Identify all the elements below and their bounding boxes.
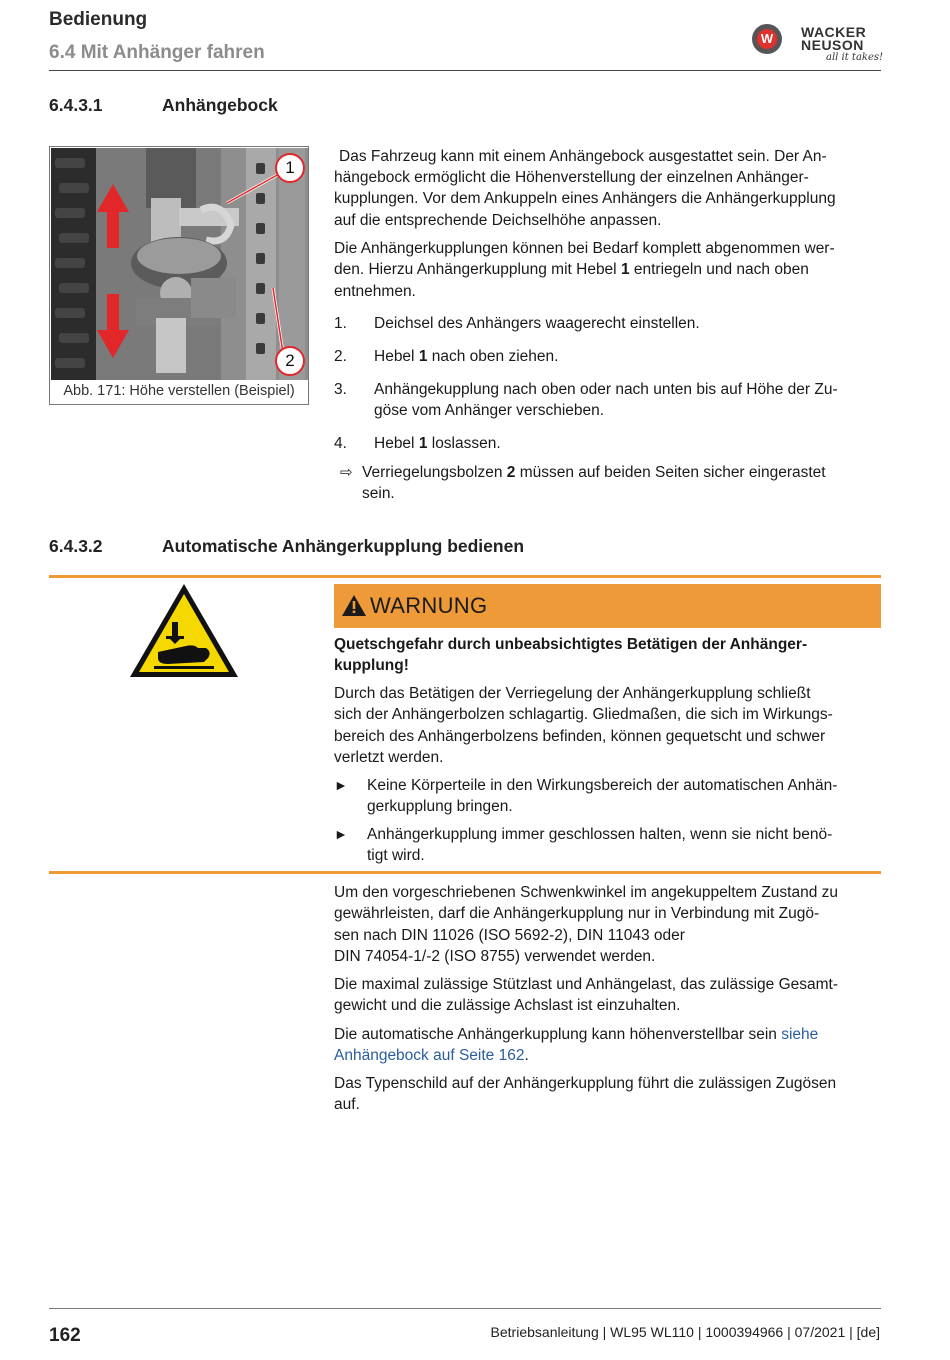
- section-title: 6.4 Mit Anhänger fahren: [49, 42, 265, 63]
- logo-emblem-icon: W: [752, 24, 782, 54]
- cross-reference-link-part1[interactable]: siehe: [781, 1026, 819, 1043]
- step-3-number: 3.: [334, 381, 347, 398]
- bullet-2-line1: Anhängerkupplung immer geschlossen halten, wenn sie nicht benö-: [367, 826, 833, 843]
- result-arrow-icon: ⇨: [340, 464, 353, 481]
- cross-reference-link-part2[interactable]: Anhängebock auf Seite 162: [334, 1047, 525, 1064]
- step-3-text-line2: göse vom Anhänger verschieben.: [374, 402, 605, 419]
- section2-heading: Automatische Anhängerkupplung bedienen: [162, 536, 525, 556]
- chapter-title: Bedienung: [49, 9, 148, 30]
- logo-tagline: all it takes!: [826, 52, 884, 63]
- coupling-spec-line1: Um den vorgeschriebenen Schwenkwinkel im angekuppeltem Zustand zu: [334, 884, 839, 901]
- callout-1: 1: [275, 153, 305, 183]
- intro-line-4: auf die entsprechende Deichselhöhe anpassen.: [334, 212, 662, 229]
- type-plate-line2: auf.: [334, 1096, 360, 1113]
- removal-line-3: entnehmen.: [334, 283, 416, 300]
- warning-text-line3: bereich des Anhängerbolzens befinden, können gequetscht und schwer: [334, 728, 826, 745]
- bullet-2-line2: tigt wird.: [367, 847, 425, 864]
- footer-divider: [49, 1308, 881, 1309]
- step-2-number: 2.: [334, 348, 347, 365]
- callout-2: 2: [275, 346, 305, 376]
- figure-hitch-adjustment: [49, 146, 309, 405]
- logo-text-line2: NEUSON: [801, 37, 864, 53]
- step-3-text-line1: Anhängekupplung nach oben oder nach unten bis auf Höhe der Zu-: [374, 381, 838, 398]
- step-2-text: Hebel 1 nach oben ziehen.: [374, 348, 559, 365]
- intro-line-3: kupplungen. Vor dem Ankuppeln eines Anhängers die Anhängerkupplung: [334, 190, 836, 207]
- intro-line-1: Das Fahrzeug kann mit einem Anhängebock ausgestattet sein. Der An-: [339, 148, 827, 165]
- warning-triangle-icon: [342, 595, 366, 616]
- hitch-photo: [51, 148, 308, 380]
- logo-text-line1: WACKER: [801, 24, 867, 40]
- warning-headline-line2: kupplung!: [334, 657, 409, 674]
- section2-number: 6.4.3.2: [49, 536, 103, 556]
- step-4-text: Hebel 1 loslassen.: [374, 435, 501, 452]
- coupling-spec-line4: DIN 74054-1/-2 (ISO 8755) verwendet werden.: [334, 948, 656, 965]
- warning-label: WARNUNG: [370, 593, 488, 618]
- result-line-1: Verriegelungsbolzen 2 müssen auf beiden Seiten sicher eingerastet: [362, 464, 826, 481]
- section1-number: 6.4.3.1: [49, 95, 103, 115]
- height-adjust-line2: Anhängebock auf Seite 162.: [334, 1047, 529, 1064]
- coupling-spec-line2: gewährleisten, darf die Anhängerkupplung nur in Verbindung mit Zugö-: [334, 905, 820, 922]
- removal-line-1: Die Anhängerkupplungen können bei Bedarf komplett abgenommen wer-: [334, 240, 835, 257]
- intro-line-2: hängebock ermöglicht die Höhenverstellung der einzelnen Anhänger-: [334, 169, 809, 186]
- coupling-spec-line3: sen nach DIN 11026 (ISO 5692-2), DIN 11043 oder: [334, 927, 685, 944]
- header-divider: [49, 70, 881, 71]
- brand-logo: [752, 22, 884, 66]
- figure-caption: Abb. 171: Höhe verstellen (Beispiel): [63, 383, 295, 399]
- warning-text-line4: verletzt werden.: [334, 749, 444, 766]
- type-plate-line1: Das Typenschild auf der Anhängerkupplung führt die zulässigen Zugösen: [334, 1075, 837, 1092]
- bullet-1-line1: Keine Körperteile in den Wirkungsbereich der automatischen Anhän-: [367, 777, 838, 794]
- load-limit-line1: Die maximal zulässige Stützlast und Anhängelast, das zulässige Gesamt-: [334, 976, 838, 993]
- warning-headline-line1: Quetschgefahr durch unbeabsichtigtes Betätigen der Anhänger-: [334, 636, 808, 653]
- section1-heading: Anhängebock: [162, 95, 278, 115]
- step-4-number: 4.: [334, 435, 347, 452]
- height-adjust-line1: Die automatische Anhängerkupplung kann höhenverstellbar sein siehe: [334, 1026, 819, 1043]
- warning-text-line1: Durch das Betätigen der Verriegelung der Anhängerkupplung schließt: [334, 685, 811, 702]
- result-line-2: sein.: [362, 485, 395, 502]
- warning-bottom-rule: [49, 871, 881, 874]
- removal-line-2: den. Hierzu Anhängerkupplung mit Hebel 1 entriegeln und nach oben: [334, 261, 809, 278]
- warning-banner: [334, 584, 881, 628]
- bullet-2-icon: ►: [334, 826, 348, 842]
- step-1-text: Deichsel des Anhängers waagerecht einstellen.: [374, 315, 700, 332]
- bullet-1-line2: gerkupplung bringen.: [367, 798, 513, 815]
- page-number: 162: [49, 1325, 81, 1346]
- crush-hazard-icon: [128, 582, 240, 680]
- document-info: Betriebsanleitung | WL95 WL110 | 1000394966 | 07/2021 | [de]: [490, 1324, 880, 1340]
- load-limit-line2: gewicht und die zulässige Achslast ist einzuhalten.: [334, 997, 681, 1014]
- step-1-number: 1.: [334, 315, 347, 332]
- bullet-1-icon: ►: [334, 777, 348, 793]
- warning-text-line2: sich der Anhängerbolzen schlagartig. Gliedmaßen, die sich im Wirkungs-: [334, 706, 833, 723]
- warning-top-rule: [49, 575, 881, 578]
